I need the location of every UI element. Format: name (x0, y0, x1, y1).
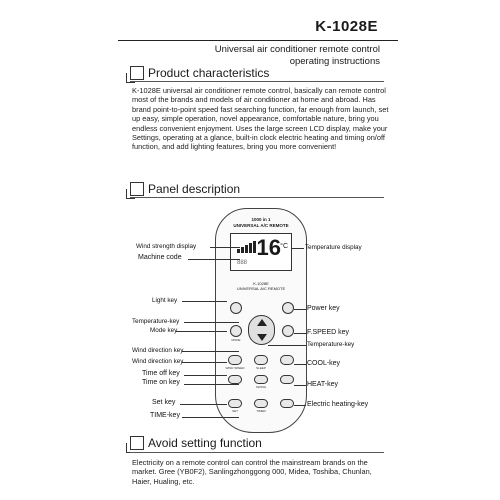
callout-machine-code: Machine code (138, 254, 182, 261)
set-label: SET (232, 409, 238, 413)
leader-line (292, 248, 304, 249)
power-button (282, 302, 294, 314)
header-divider (118, 40, 398, 41)
leader-line (182, 417, 239, 418)
avoid-description: Electricity on a remote control can control the mainstream brands on the market. Gree (YB0F2), Sanlingzhonggong 000, Midea, Toshiba, Chunlan, Haier, Hualing, etc. (132, 458, 372, 486)
fspeed-button (282, 325, 294, 337)
leader-line (294, 364, 306, 365)
mode-button-label: MODE (231, 338, 241, 342)
leader-line (294, 385, 306, 386)
leader-line (182, 301, 227, 302)
callout-wind-strength: Wind strength display (136, 243, 197, 250)
wind-speed-label: WIND SPEED (225, 366, 245, 370)
timer-label: TIMER (256, 409, 266, 413)
subtitle-line-2: operating instructions (289, 56, 380, 67)
model-number: K-1028E (315, 18, 378, 35)
callout-wind-direction-1: Wind direction key (132, 347, 184, 354)
remote-brand-line-2: UNIVERSAL A/C REMOTE (236, 286, 286, 291)
subtitle-line-1: Universal air conditioner remote control (214, 44, 380, 55)
leader-line (294, 309, 306, 310)
leader-line (180, 404, 227, 405)
set-button (228, 399, 242, 408)
leader-line (294, 405, 306, 406)
leader-line (188, 259, 240, 260)
remote-title (216, 217, 306, 228)
section-title: Panel description (148, 182, 241, 196)
callout-wind-direction-2: Wind direction key (132, 358, 184, 365)
callout-time-on: Time on key (142, 379, 180, 386)
callout-power-key: Power key (307, 305, 340, 312)
document-subtitle (180, 44, 380, 68)
lcd-unit: °C (280, 243, 288, 250)
callout-temperature-display: Temperature display (305, 244, 362, 251)
section-product-characteristics (130, 66, 269, 80)
timer-button (254, 399, 268, 408)
section-divider (130, 81, 384, 82)
section-square-icon (130, 66, 144, 80)
instruction-sheet (118, 8, 398, 498)
section-square-icon (130, 436, 144, 450)
sleep-label: SLEEP (256, 366, 266, 370)
lcd-temperature: 16 (256, 235, 281, 260)
remote-brand (216, 281, 306, 291)
callout-set-key: Set key (152, 399, 176, 406)
remote-title-line-1: 1000 in 1 (251, 217, 271, 222)
section-divider (130, 452, 384, 453)
temp-up-arrow-icon (257, 319, 267, 326)
section-square-icon (130, 182, 144, 196)
remote-brand-line-1: K-1028E (253, 281, 269, 286)
lcd-machine-code: 888 (237, 260, 248, 266)
section-panel-description (130, 182, 240, 196)
section-avoid-setting (130, 436, 262, 450)
callout-mode-key: Mode key (150, 327, 178, 334)
leader-line (210, 247, 240, 248)
callout-electric-heating-key: Electric heating-key (307, 401, 369, 408)
light-button (230, 302, 242, 314)
leader-line (294, 333, 306, 334)
cool-button (280, 355, 294, 365)
callout-temperature-key: Temperature-key (132, 318, 180, 325)
lcd-screen (230, 233, 292, 271)
temperature-dpad (248, 315, 275, 345)
callout-light-key: Light key (152, 297, 178, 304)
swing-label: SWING (255, 385, 267, 389)
leader-line (268, 345, 306, 346)
leader-line (184, 322, 239, 323)
callout-temperature-key-right: Temperature-key (307, 341, 355, 348)
leader-line (184, 384, 239, 385)
heat-button (280, 375, 294, 384)
electric-heating-button (280, 399, 294, 408)
sleep-button (254, 355, 268, 365)
wind-direction-button (228, 355, 242, 365)
product-description: K-1028E universal air conditioner remote control, basically can remote control most of the brands and models of air conditioner at home and abroad. Has brand point-to-point speed fast searching function, far enough from launch, set up easy, simple operation, novel appearance, comfortable nature, bring you endless convenient enjoyment. Uses the large screen LCD display, make your Settings, operating at a glance, built-in clock electric heating and timing on/off function, and add lighting features, bring you more convenient! (132, 86, 389, 152)
remote-title-line-2: UNIVERSAL A/C REMOTE (233, 222, 289, 228)
callout-time-key: TIME-key (150, 412, 180, 419)
section-title: Avoid setting function (148, 436, 262, 450)
leader-line (182, 351, 239, 352)
remote-illustration (215, 208, 307, 433)
callout-fspeed-key: F.SPEED key (307, 329, 350, 336)
mode-button (230, 325, 242, 337)
leader-line (182, 362, 227, 363)
leader-line (176, 331, 227, 332)
callout-time-off: Time off key (142, 370, 180, 377)
temp-down-arrow-icon (257, 334, 267, 341)
leader-line (184, 375, 227, 376)
section-title: Product characteristics (148, 66, 270, 80)
time-off-button (228, 375, 242, 384)
callout-cool-key: COOL-key (307, 360, 341, 367)
swing-button (254, 375, 268, 384)
section-divider (130, 197, 384, 198)
callout-heat-key: HEAT-key (307, 381, 338, 388)
